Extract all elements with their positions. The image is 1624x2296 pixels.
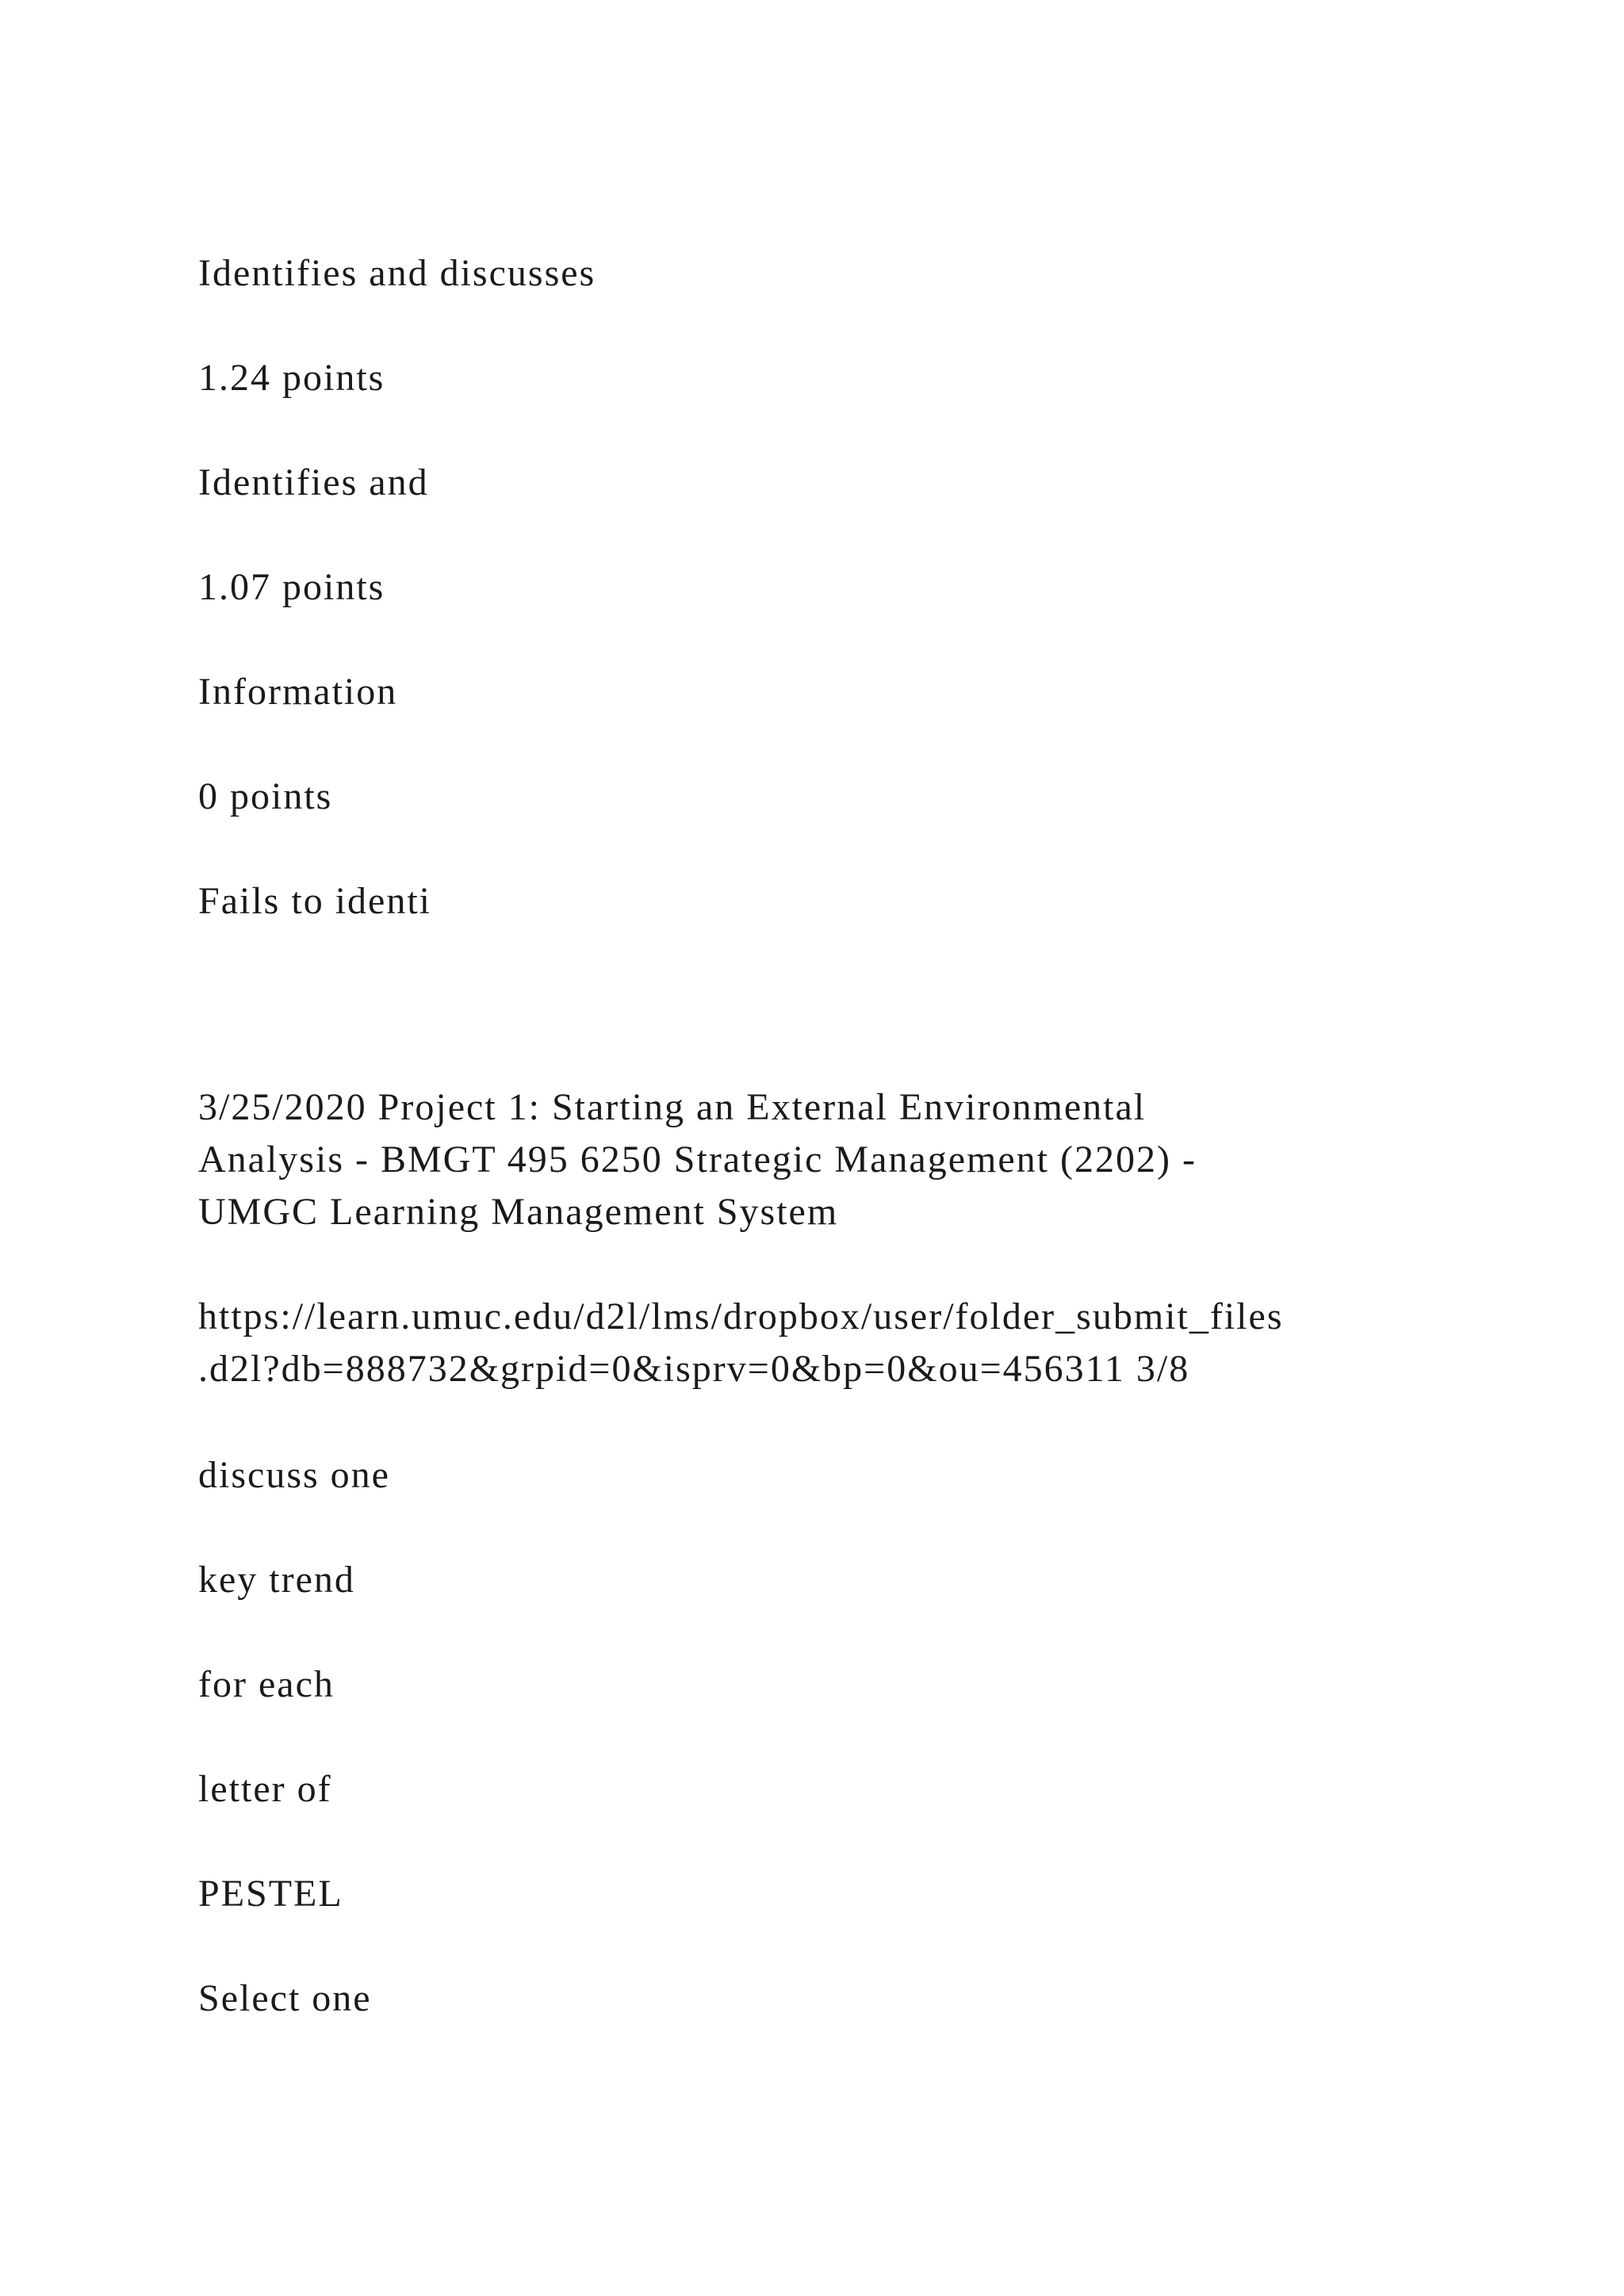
text-line: for each [198,1663,335,1705]
text-line: Select one [198,1977,372,2019]
text-line: letter of [198,1768,332,1810]
page-url-block [198,1291,1435,1395]
header-line: UMGC Learning Management System [198,1191,839,1233]
text-line: 1.24 points [198,357,385,399]
text-line: discuss one [198,1454,390,1496]
header-line: 3/25/2020 Project 1: Starting an External Environmental [198,1086,1147,1128]
text-line: Information [198,671,398,713]
text-line: Identifies and [198,461,429,503]
text-line: 0 points [198,775,333,817]
text-line: 1.07 points [198,566,385,608]
text-line: Identifies and discusses [198,252,596,294]
page-header-block [198,1081,1435,1238]
text-line: Fails to identi [198,880,431,922]
text-line: PESTEL [198,1873,343,1915]
url-line: https://learn.umuc.edu/d2l/lms/dropbox/user/folder_submit_files [198,1295,1284,1337]
url-line: .d2l?db=888732&grpid=0&isprv=0&bp=0&ou=456311 3/8 [198,1348,1190,1390]
header-line: Analysis - BMGT 495 6250 Strategic Management (2202) - [198,1138,1197,1181]
text-line: key trend [198,1559,355,1601]
